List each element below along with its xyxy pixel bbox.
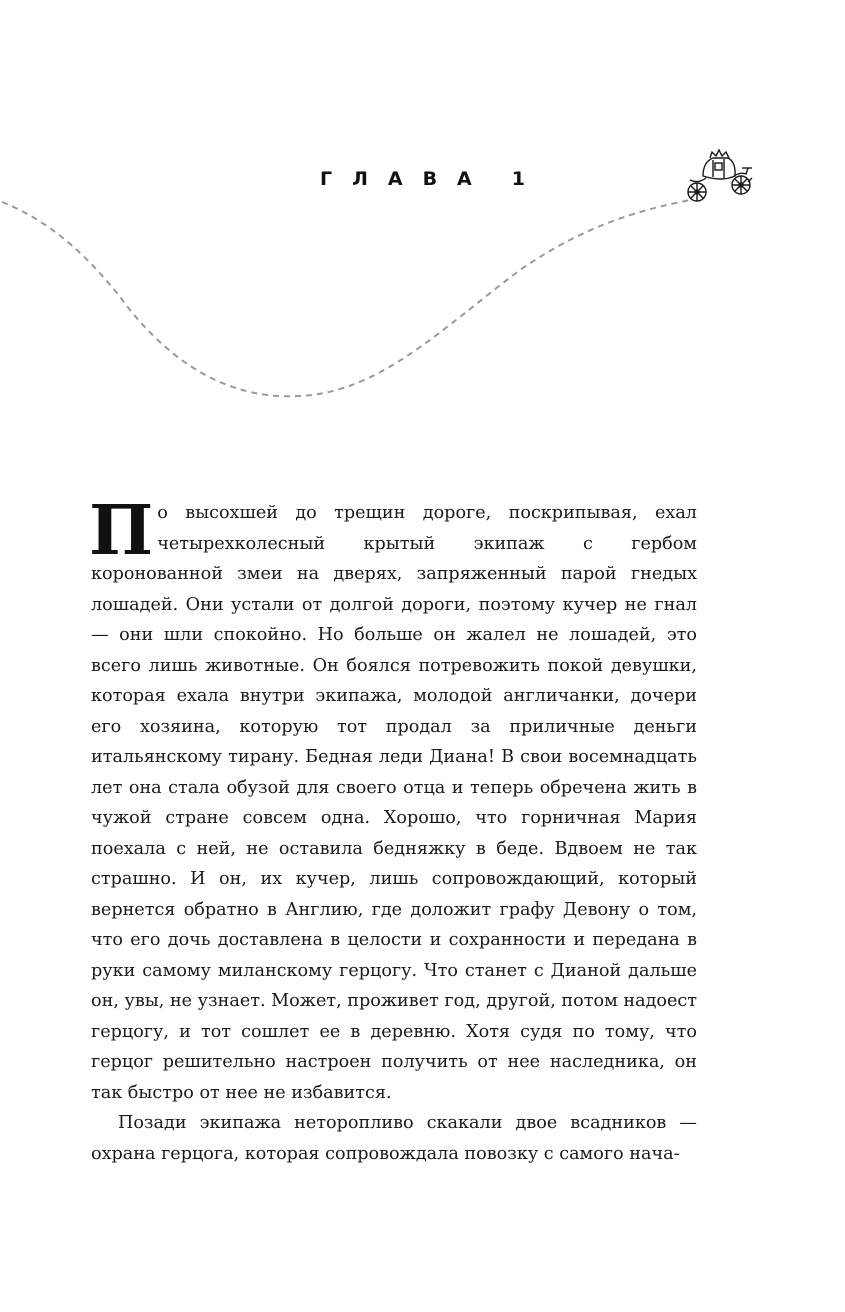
drop-cap: П (89, 491, 154, 571)
carriage-icon (688, 150, 752, 201)
paragraph-1 (89, 491, 697, 1108)
paragraph-1-text: о высохшей до трещин дороге, поскрипывая, ехал четырехколесный крытый экипаж с гербом коронованной змеи на дверях, запряженный парой гнедых лошадей. Они устали от долгой дороги, поэтому кучер не гнал — они шли спокойно. Но больше он жалел не лошадей, это всего лишь животные. Он боялся потревожить покой девушки, которая ехала внутри экипажа, молодой англичанки, дочери его хозяина, которую тот продал за приличные деньги итальянскому тирану. Бедная леди Диана! В свои восемнадцать лет она стала обузой для своего отца и теперь обречена жить в чужой стране совсем одна. Хорошо, что горничная Мария поехала с ней, не оставила бедняжку в беде. Вдвоем не так страшно. И он, их кучер, лишь сопровождающий, который вернется обратно в Англию, где доложит графу Девону о том, что его дочь доставлена в целости и сохранности и передана в руки самому миланскому герцогу. Что станет с Дианой дальше он, увы, не узнает. Может, проживет год, другой, потом надоест герцогу, и тот сошлет ее в деревню. Хотя судя по тому, что герцог решительно настроен получить от нее наследника, он так быстро от нее не избавится. (91, 503, 697, 1103)
paragraph-2: Позади экипажа неторопливо скакали двое всадников — охрана герцога, которая сопровождала повозку с самого нача- (91, 1113, 697, 1164)
chapter-body (89, 491, 697, 1169)
chapter-label: ГЛАВА (319, 168, 492, 190)
dashed-road-path (2, 200, 690, 396)
chapter-number: 1 (511, 168, 545, 190)
decorative-path (0, 0, 845, 420)
